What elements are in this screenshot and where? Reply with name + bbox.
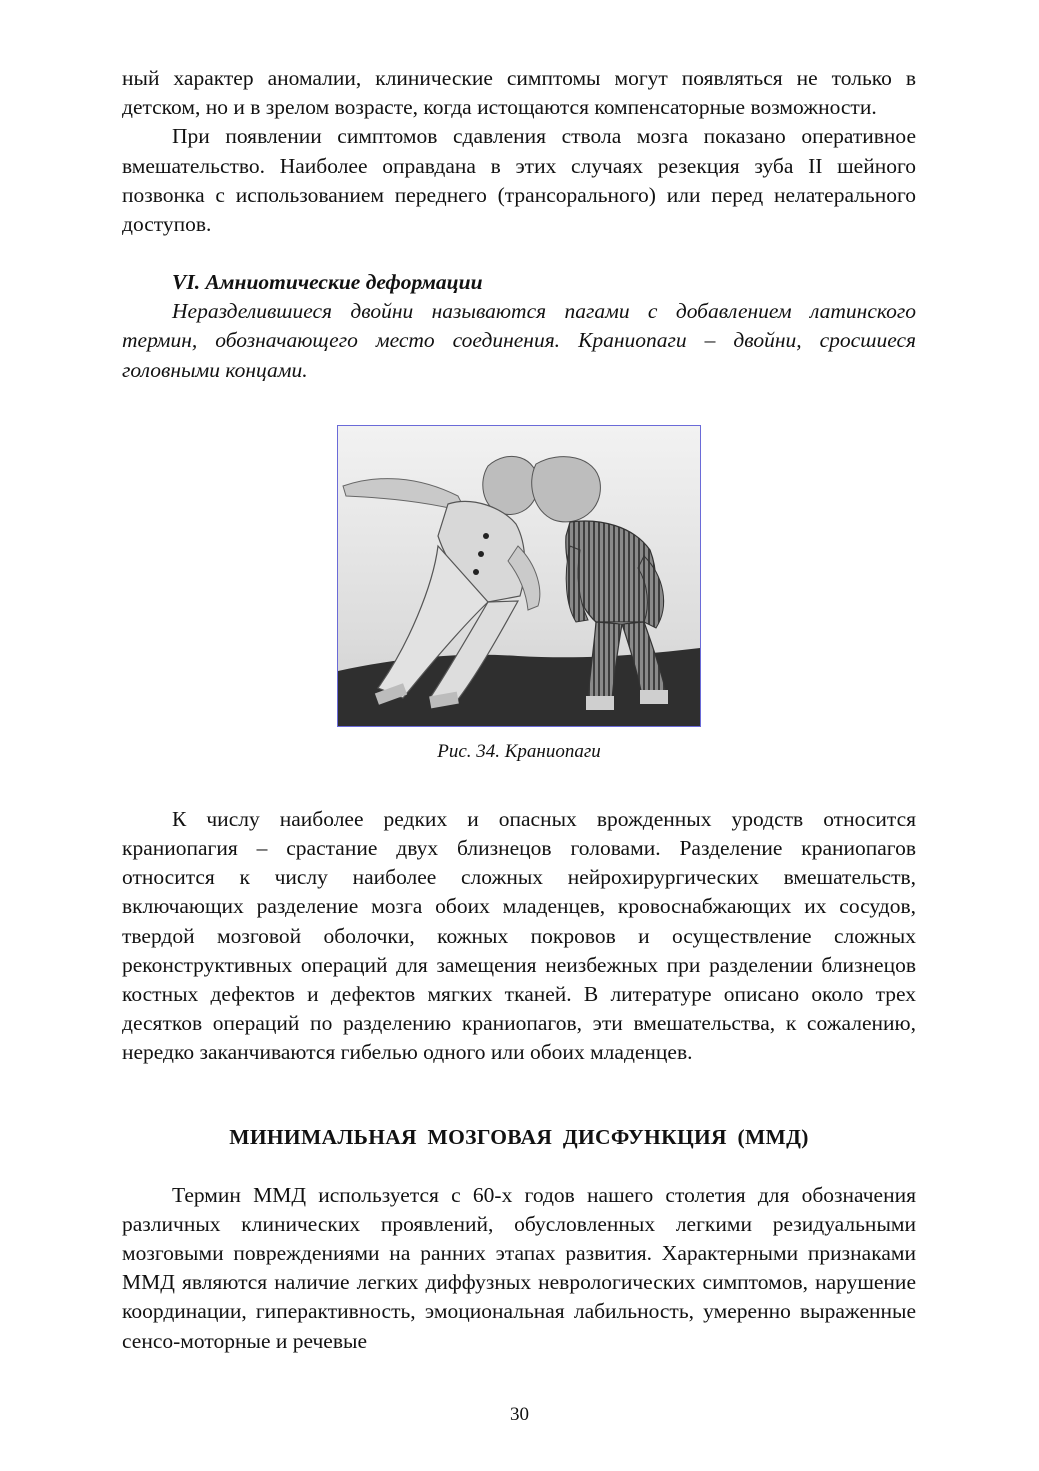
paragraph-continuation: ный характер аномалии, клинические симптомы могут появляться не только в детском, но и в зрелом возрасте, когда истощаются компенсаторные возможности. bbox=[122, 66, 916, 120]
page-number: 30 bbox=[510, 1404, 529, 1425]
document-page bbox=[122, 64, 916, 1356]
figure-photo bbox=[337, 425, 701, 727]
section-title: VI. Амниотические деформации bbox=[172, 270, 483, 295]
figure-caption: Рис. 34. Краниопаги bbox=[437, 740, 601, 762]
paragraph-mmd: Термин ММД используется с 60-х годов нашего столетия для обозначения различных клинических проявлений, обусловленных легкими резидуальными мозговыми повреждениями на ранних этапах развития. Характерными признаками ММД являются наличие легких диффузных неврологических симптомов, нарушение координации, гиперактивность, эмоциональная лабильность, умеренно выраженные сенсо-моторные и речевые bbox=[122, 1182, 916, 1353]
paragraph-craniopagus: К числу наиболее редких и опасных врожденных уродств относится краниопагия – срастание двух близнецов головами. Разделение краниопагов относится к числу наиболее сложных нейрохирургических вмешательств, включающих разделение мозга обоих младенцев, кровоснабжающих их сосудов, твердой мозговой оболочки, кожных покровов и осуществление сложных реконструктивных операций для замещения неизбежных при разделении близнецов костных дефектов и дефектов мягких тканей. В литературе описано около трех десятков операций по разделению краниопагов, эти вмешательства, к сожалению, нередко заканчиваются гибелью одного или обоих младенцев. bbox=[122, 806, 916, 1065]
section-intro: Неразделившиеся двойни называются пагами с добавлением латинского термин, обозначающего место соединения. Краниопаги – двойни, сросшиеся головными концами. bbox=[122, 299, 916, 382]
chapter-heading: МИНИМАЛЬНАЯ МОЗГОВАЯ ДИСФУНКЦИЯ (ММД) bbox=[229, 1124, 809, 1149]
paragraph-surgery: При появлении симптомов сдавления ствола мозга показано оперативное вмешательство. Наиболее оправдана в этих случаях резекция зуба II шейного позвонка с использованием переднего (трансорального) или перед нелатерального доступов. bbox=[122, 124, 916, 237]
craniopagus-twins-photo bbox=[338, 426, 700, 726]
